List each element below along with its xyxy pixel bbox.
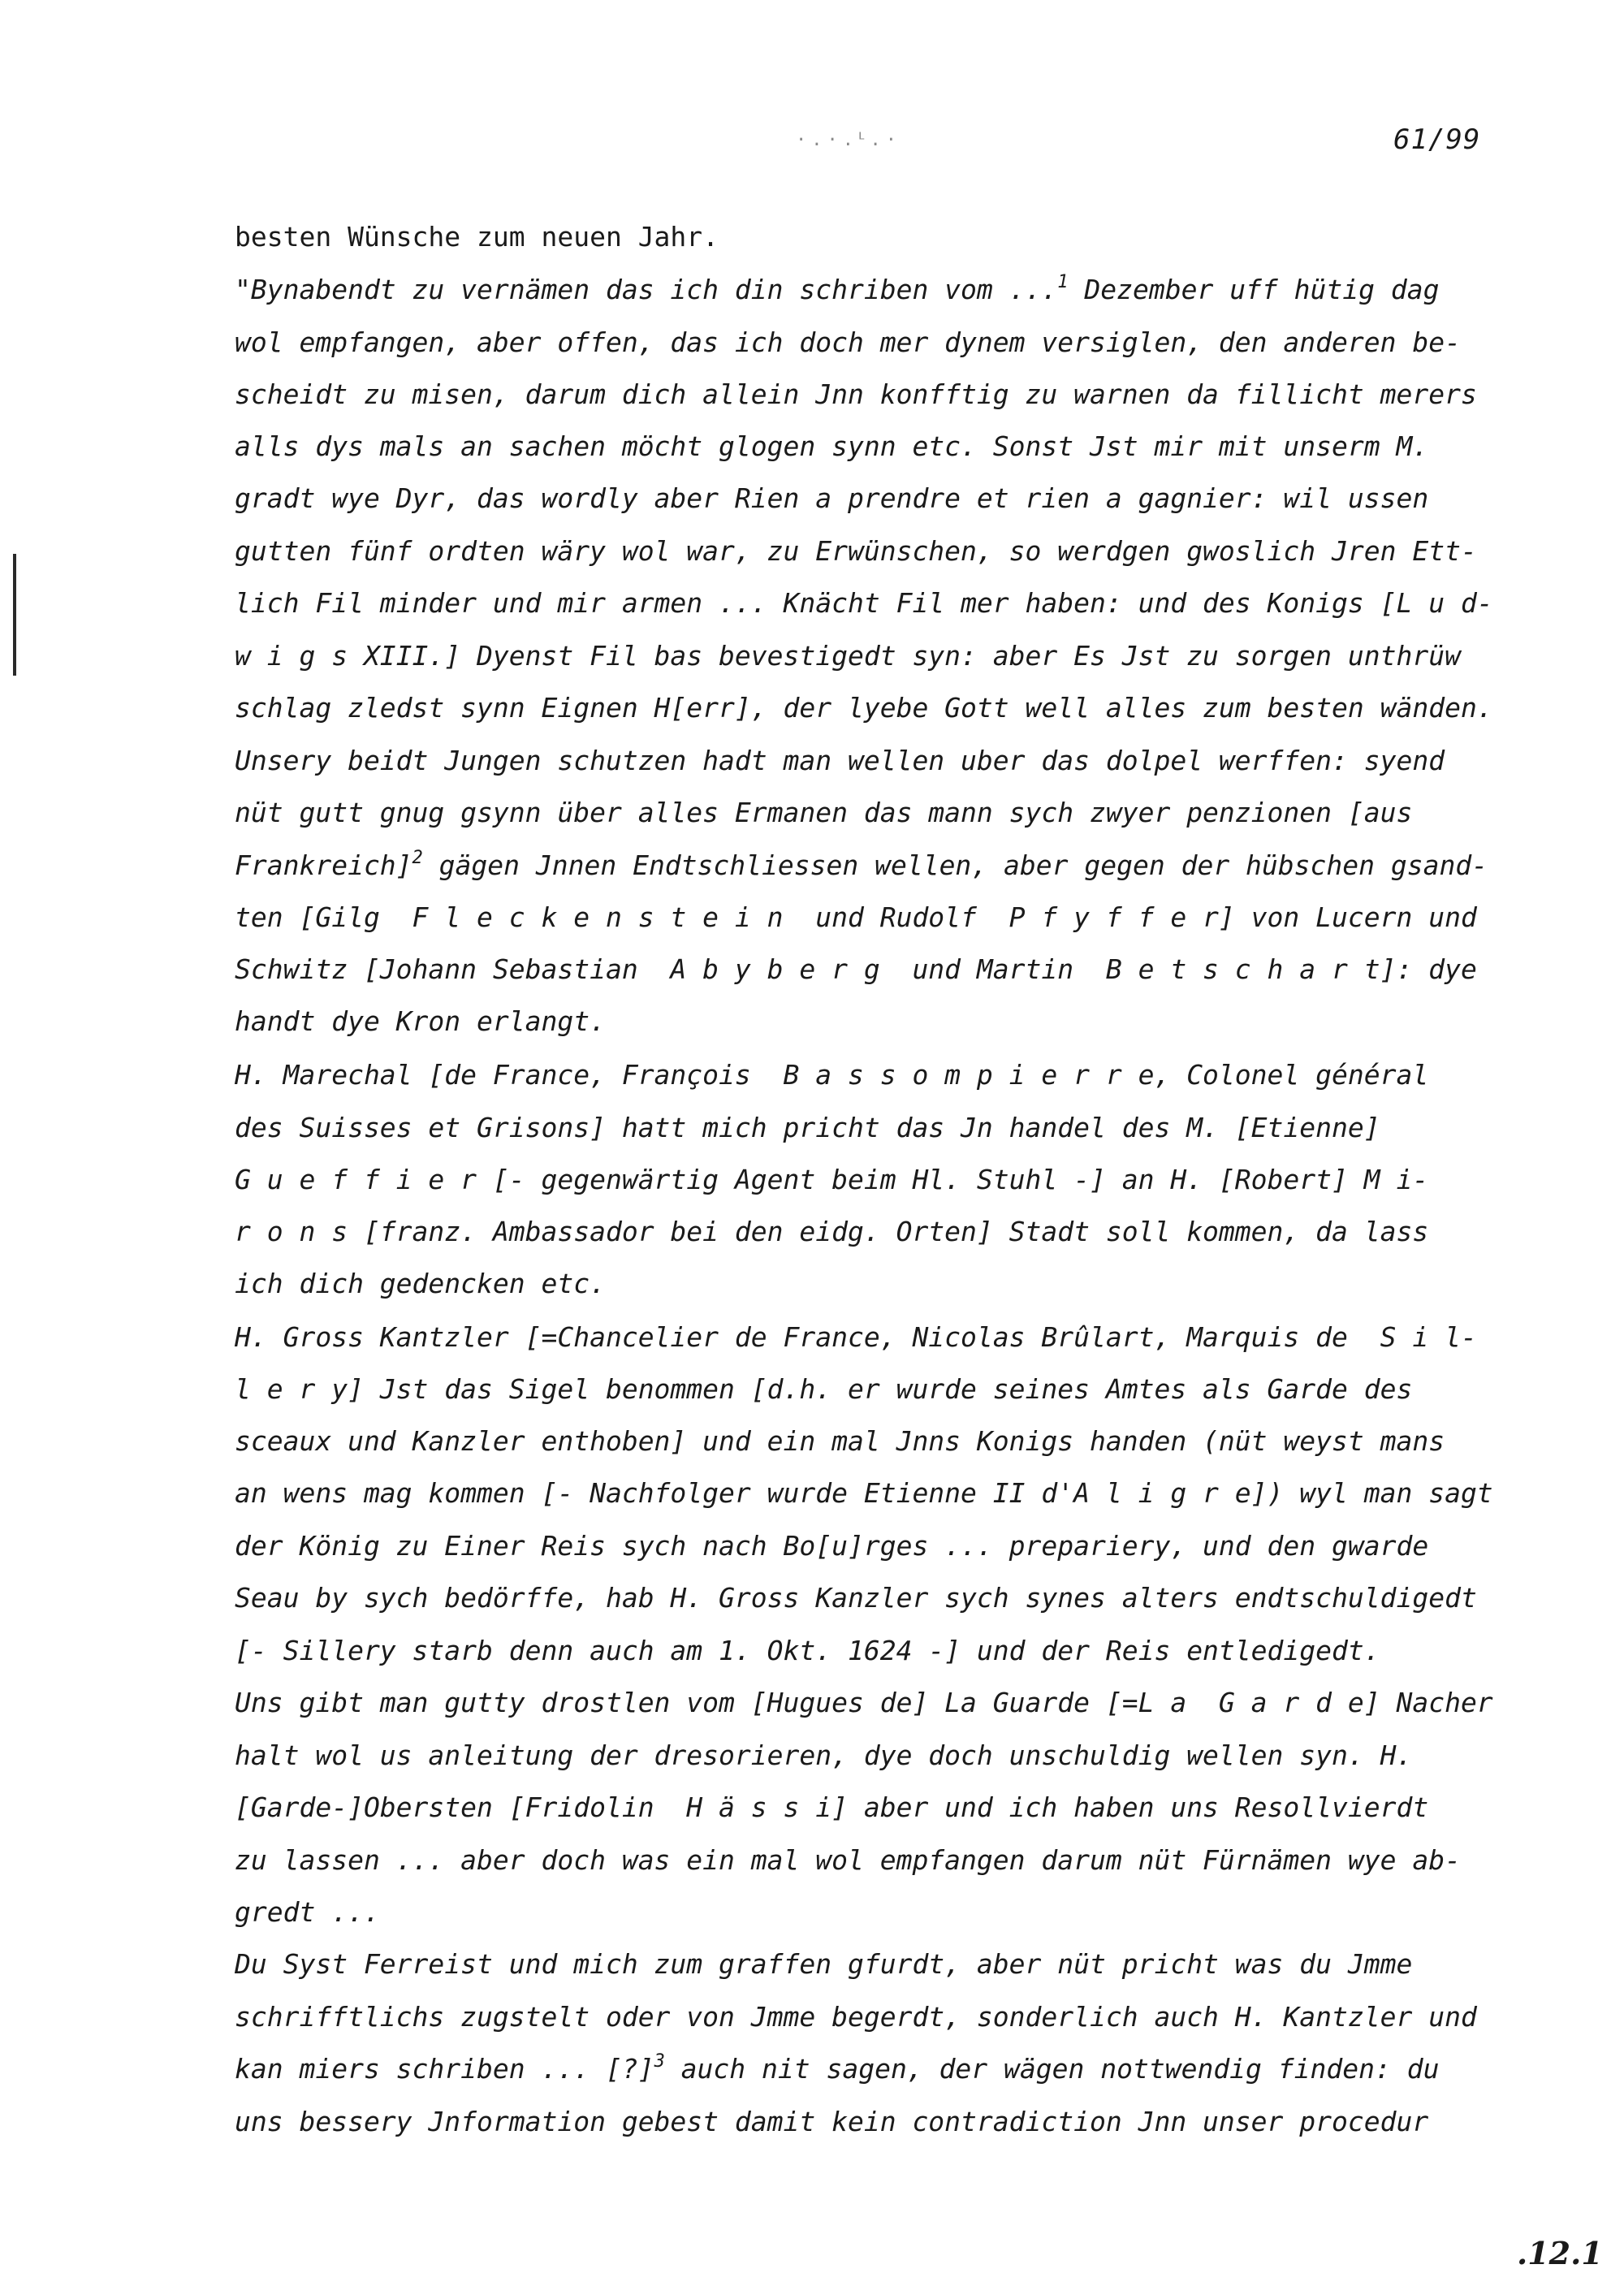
text-line-content: Unsery beidt Jungen schutzen hadt man wellen uber das dolpel werffen: syend <box>235 745 1445 776</box>
text-line <box>235 953 1477 986</box>
text-line-continuation: Dezember uff hütig dag <box>1068 274 1440 305</box>
text-line-content: halt wol us anleitung der dresorieren, dye doch unschuldig wellen syn. H. <box>235 1739 1413 1771</box>
footnote-marker: 1 <box>1057 272 1069 292</box>
margin-bracket <box>0 554 16 676</box>
text-line-content: schlag zledst synn Eignen H[err], der lyebe Gott well alles zum besten wänden. <box>235 692 1493 724</box>
text-line <box>235 326 1461 359</box>
text-line <box>235 1896 380 1929</box>
text-line <box>235 1530 1428 1562</box>
archive-mark: .12.1 <box>1517 2235 1603 2271</box>
text-line-content: r o n s [franz. Ambassador bei den eidg. Orten] Stadt soll kommen, da lass <box>235 1216 1429 1247</box>
text-line-content: an wens mag kommen [- Nachfolger wurde Etienne II d'A l i g r e]) wyl man sagt <box>235 1477 1493 1509</box>
text-line-content: des Suisses et Grisons] hatt mich pricht das Jn handel des M. [Etienne] <box>235 1112 1380 1143</box>
text-line-content: Uns gibt man gutty drostlen vom [Hugues de] La Guarde [=L a G a r d e] Nacher <box>235 1687 1493 1718</box>
text-line <box>235 1687 1493 1719</box>
text-line <box>235 2106 1428 2138</box>
text-line-content: Frankreich] <box>235 849 412 881</box>
scan-smudge: ·.·.ᒻ.· <box>796 130 901 150</box>
text-line-content: ten [Gilg F l e c k e n s t e i n und Rudolf P f y f f e r] von Lucern und <box>235 901 1477 933</box>
text-line <box>235 849 1488 886</box>
text-line-content: gredt ... <box>235 1896 380 1928</box>
text-line-content: Seau by sych bedörffe, hab H. Gross Kanzler sych synes alters endtschuldigedt <box>235 1582 1477 1614</box>
text-line <box>235 587 1493 620</box>
text-line <box>235 1373 1412 1406</box>
text-line <box>235 2001 1477 2033</box>
page-number: 61/99 <box>1393 123 1481 156</box>
text-line <box>235 1321 1477 1354</box>
text-line <box>235 1477 1493 1510</box>
text-line-content: Schwitz [Johann Sebastian A b y b e r g und Martin B e t s c h a r t]: dye <box>235 953 1477 985</box>
text-line <box>235 640 1461 672</box>
text-line <box>235 430 1428 463</box>
text-line <box>235 1948 1412 1981</box>
text-line <box>235 745 1445 777</box>
text-line-content: w i g s XIII.] Dyenst Fil bas bevestigedt syn: aber Es Jst zu sorgen unthrüw <box>235 640 1461 672</box>
text-line-content: alls dys mals an sachen möcht glogen synn etc. Sonst Jst mir mit unserm M. <box>235 430 1429 462</box>
text-line-content: kan miers schriben ... [?] <box>235 2053 654 2085</box>
text-line-content: gradt wye Dyr, das wordly aber Rien a prendre et rien a gagnier: wil ussen <box>235 482 1429 514</box>
text-line-content: H. Gross Kantzler [=Chancelier de France, Nicolas Brûlart, Marquis de S i l- <box>235 1321 1477 1353</box>
text-line <box>235 1268 606 1300</box>
text-line-content: G u e f f i e r [- gegenwärtig Agent beim Hl. Stuhl -] an H. [Robert] M i- <box>235 1164 1429 1195</box>
text-line-content: zu lassen ... aber doch was ein mal wol empfangen darum nüt Fürnämen wye ab- <box>235 1844 1461 1876</box>
text-line <box>235 535 1477 568</box>
text-line <box>235 221 719 253</box>
text-line <box>235 482 1428 515</box>
text-line-content: der König zu Einer Reis sych nach Bo[u]rges ... prepariery, und den gwarde <box>235 1530 1429 1562</box>
text-line <box>235 2053 1439 2089</box>
text-line-content: "Bynabendt zu vernämen das ich din schriben vom ... <box>235 274 1058 305</box>
text-line-content: schrifftlichs zugstelt oder von Jmme begerdt, sonderlich auch H. Kantzler und <box>235 2001 1477 2033</box>
text-line-content: uns bessery Jnformation gebest damit kein contradiction Jnn unser procedur <box>235 2106 1429 2137</box>
text-line-content: scheidt zu misen, darum dich allein Jnn konfftig zu warnen da fillicht merers <box>235 378 1477 410</box>
text-line-content: handt dye Kron erlangt. <box>235 1005 606 1037</box>
text-line <box>235 1216 1428 1248</box>
text-line-content: lich Fil minder und mir armen ... Knächt Fil mer haben: und des Konigs [L u d- <box>235 587 1493 619</box>
text-line <box>235 1059 1428 1091</box>
text-line-content: besten Wünsche zum neuen Jahr. <box>235 221 719 253</box>
text-line-content: [Garde-]Obersten [Fridolin H ä s s i] aber und ich haben uns Resollvierdt <box>235 1791 1429 1823</box>
text-line <box>235 1635 1380 1667</box>
text-line <box>235 378 1477 411</box>
text-line <box>235 1739 1412 1772</box>
text-line-content: wol empfangen, aber offen, das ich doch mer dynem versiglen, den anderen be- <box>235 326 1461 358</box>
text-line <box>235 692 1493 724</box>
text-line-content: Du Syst Ferreist und mich zum graffen gfurdt, aber nüt pricht was du Jmme <box>235 1948 1413 1980</box>
text-line-content: H. Marechal [de France, François B a s s o m p i e r r e, Colonel général <box>235 1059 1429 1091</box>
text-line-content: l e r y] Jst das Sigel benommen [d.h. er wurde seines Amtes als Garde des <box>235 1373 1413 1405</box>
text-line <box>235 797 1412 829</box>
footnote-marker: 2 <box>412 848 423 868</box>
text-line-content: ich dich gedencken etc. <box>235 1268 606 1299</box>
text-line-content: sceaux und Kanzler enthoben] und ein mal Jnns Konigs handen (nüt weyst mans <box>235 1425 1445 1457</box>
text-line-content: gutten fünf ordten wäry wol war, zu Erwünschen, so werdgen gwoslich Jren Ett- <box>235 535 1477 567</box>
text-line <box>235 901 1477 934</box>
text-line <box>235 1844 1461 1877</box>
text-line-continuation: gägen Jnnen Endtschliessen wellen, aber gegen der hübschen gsand- <box>422 849 1488 881</box>
text-line <box>235 1005 606 1038</box>
text-line-content: [- Sillery starb denn auch am 1. Okt. 1624 -] und der Reis entledigedt. <box>235 1635 1380 1666</box>
text-line <box>235 1582 1477 1614</box>
text-line <box>235 1112 1380 1144</box>
text-line <box>235 274 1439 310</box>
text-line <box>235 1164 1428 1196</box>
text-line-content: nüt gutt gnug gsynn über alles Ermanen das mann sych zwyer penzionen [aus <box>235 797 1413 828</box>
text-line <box>235 1791 1428 1824</box>
text-line <box>235 1425 1445 1458</box>
text-line-continuation: auch nit sagen, der wägen nottwendig finden: du <box>664 2053 1440 2085</box>
footnote-marker: 3 <box>654 2051 665 2072</box>
